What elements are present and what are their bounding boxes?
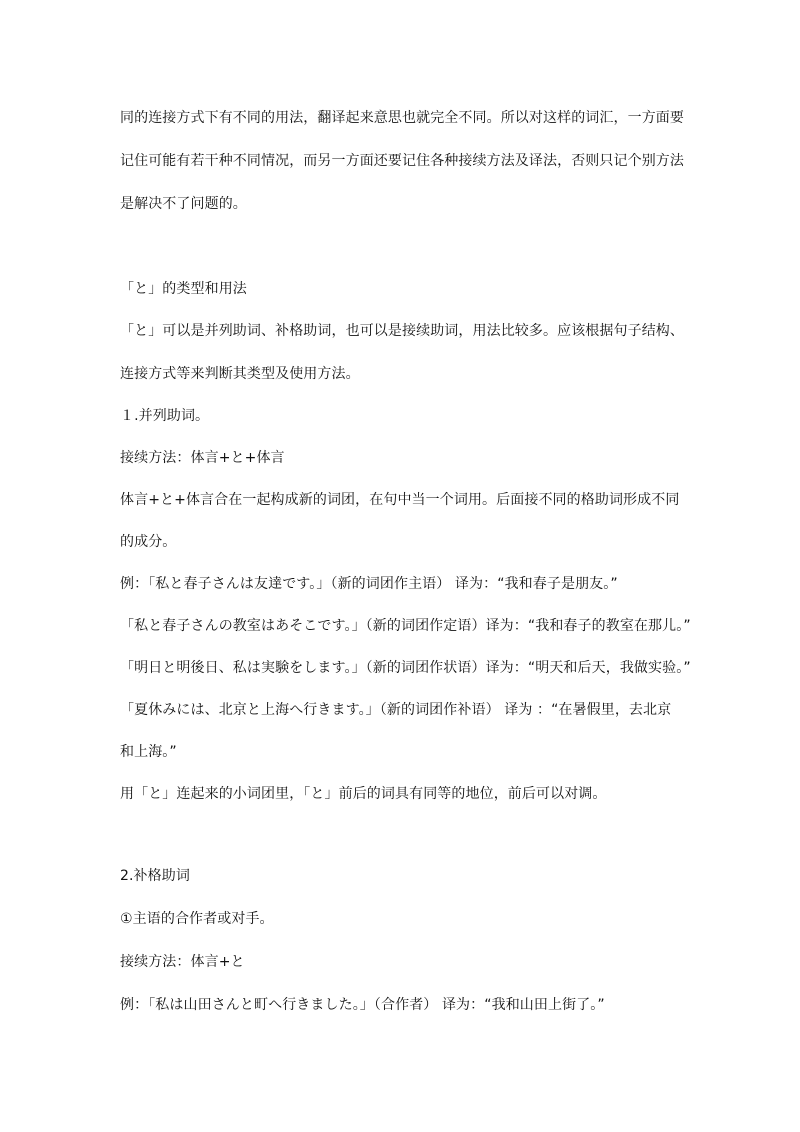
example-line-4-cont: 和上海。” xyxy=(120,744,177,760)
paragraph-line-2: 记住可能有若干种不同情况，而另一方面还要记住各种接续方法及译法，否则只记个别方法 xyxy=(120,153,684,169)
explanation-line-1: 体言+と+体言合在一起构成新的词团，在句中当一个词用。后面接不同的格助词形成不同 xyxy=(120,492,680,508)
explanation-line-2: 的成分。 xyxy=(120,534,177,550)
method-line-1: 接续方法：体言+と+体言 xyxy=(120,450,285,466)
example-line-1: 例：「私と春子さんは友達です。」（新的词团作主语） 译为：“我和春子是朋友。” xyxy=(120,576,618,592)
method-line-2: 接续方法：体言+と xyxy=(120,954,245,970)
example-line-3: 「明日と明後日、私は実験をします。」（新的词团作状语）译为：“明天和后天，我做实验。” xyxy=(120,660,691,676)
paragraph-line-1: 同的连接方式下有不同的用法，翻译起来意思也就完全不同。所以对这样的词汇，一方面要 xyxy=(120,110,684,126)
section-heading: 「と」的类型和用法 xyxy=(120,281,247,297)
paragraph-line-3: 是解决不了问题的。 xyxy=(120,196,247,212)
intro-line-1: 「と」可以是并列助词、补格助词，也可以是接续助词，用法比较多。应该根据句子结构、 xyxy=(120,323,684,339)
usage-line: ①主语的合作者或对手。 xyxy=(120,911,274,927)
subheading-2: 2.补格助词 xyxy=(120,868,190,884)
example-line-2: 「私と春子さんの教室はあそこです。」（新的词团作定语）译为：“我和春子的教室在那儿。” xyxy=(120,618,691,634)
intro-line-2: 连接方式等来判断其类型及使用方法。 xyxy=(120,366,360,382)
note-line: 用「と」连起来的小词团里，「と」前后的词具有同等的地位，前后可以对调。 xyxy=(120,786,607,802)
subheading-1: １.并列助词。 xyxy=(120,408,210,424)
example-line-4: 「夏休みには、北京と上海へ行きます。」（新的词团作补语） 译为 ：“在暑假里，去北京 xyxy=(120,702,672,718)
example-line-5: 例：「私は山田さんと町へ行きました。」（合作者） 译为：“我和山田上街了。” xyxy=(120,997,605,1013)
